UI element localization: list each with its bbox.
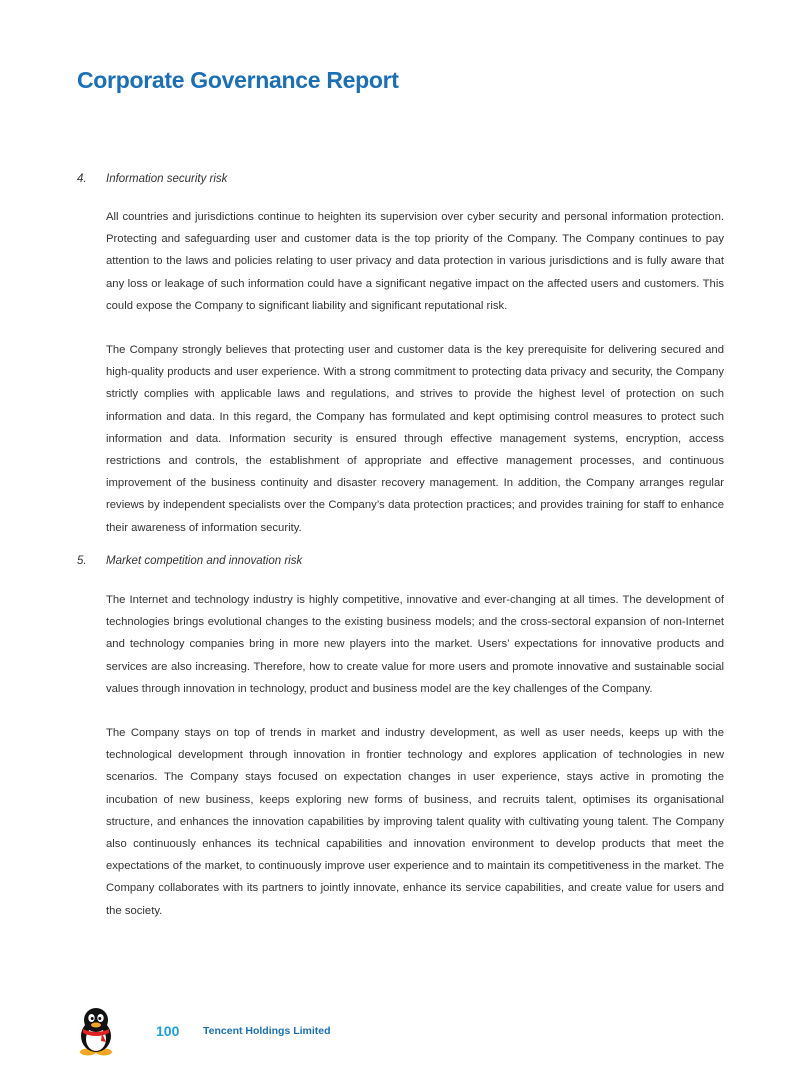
section-title: Market competition and innovation risk — [106, 555, 303, 567]
paragraph: The Company strongly believes that protecting user and customer data is the key prerequisite for delivering secured and high-quality products and user experience. With a strong commitment to protecting data privacy and security, the Company strictly complies with applicable laws and regulations, and strives to provide the highest level of protection on such information and data. In this regard, the Company has formulated and kept optimising control measures to protect such information and data. Information security is ensured through effective management systems, encryption, access restrictions and controls, the establishment of appropriate and effective management processes, and continuous improvement of the business continuity and disaster recovery management. In addition, the Company arranges regular reviews by independent specialists over the Company’s data protection practices; and provides training for staff to enhance their awareness of information security. — [106, 344, 724, 534]
page-number: 100 — [156, 1023, 180, 1039]
penguin-icon — [76, 1006, 116, 1056]
section-number: 4. — [77, 173, 87, 185]
section-title: Information security risk — [106, 173, 228, 185]
paragraph: The Company stays on top of trends in market and industry development, as well as user needs, keeps up with the technological development through innovation in frontier technology and explores application of technologies in new scenarios. The Company stays focused on expectation changes in user experience, stays active in promoting the incubation of new business, keeps exploring new forms of business, and recruits talent, optimises its organisational structure, and enhances the innovation capabilities by improving talent quality with cultivating young talent. The Company also continuously enhances its technical capabilities and innovation environment to develop products that meet the expectations of the market, to continuously improve user experience and to maintain its competitiveness in the market. The Company collaborates with its partners to jointly innovate, enhance its service capabilities, and create value for users and the society. — [106, 727, 724, 917]
page-title: Corporate Governance Report — [77, 67, 399, 93]
paragraph: The Internet and technology industry is highly competitive, innovative and ever-changing at all times. The development of technologies brings evolutional changes to the existing business models; and the cross-sectoral expansion of non-Internet and technology companies bring in more new players into the market. Users’ expectations for innovative products and services are also increasing. Therefore, how to create value for more users and promote innovative and sustainable social values through innovation in technology, product and business model are the key challenges of the Company. — [106, 594, 724, 695]
page-footer — [76, 1006, 396, 1056]
section-number: 5. — [77, 555, 87, 567]
paragraph: All countries and jurisdictions continue to heighten its supervision over cyber security and personal information protection. Protecting and safeguarding user and customer data is the top priority of the Company. The Company continues to pay attention to the laws and policies relating to user privacy and data protection in various jurisdictions and is fully aware that any loss or leakage of such information could have a significant negative impact on the affected users and customers. This could expose the Company to significant liability and significant reputational risk. — [106, 211, 724, 312]
company-name: Tencent Holdings Limited — [203, 1025, 331, 1037]
section-heading-information-security — [77, 170, 227, 188]
section-heading-market-competition — [77, 552, 302, 570]
